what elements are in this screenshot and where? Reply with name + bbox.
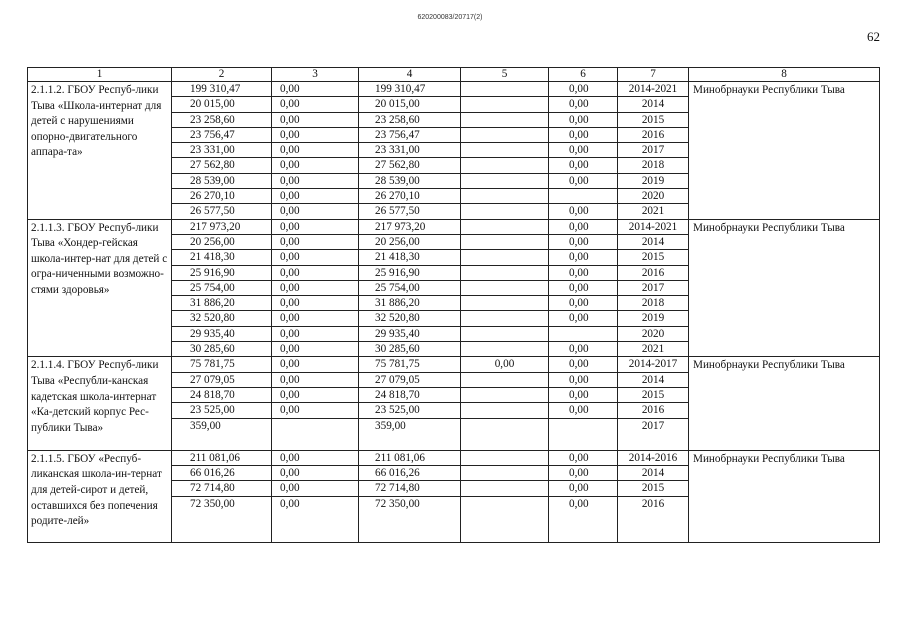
amount-federal: 0,00: [272, 112, 359, 127]
amount-total: 217 973,20: [172, 219, 272, 234]
amount-federal: 0,00: [272, 326, 359, 341]
amount-municipal: [461, 173, 549, 188]
amount-regional: 25 754,00: [359, 280, 461, 295]
program-name: 2.1.1.5. ГБОУ «Респуб-ликанская школа-ин-тернат для детей-сирот и детей, оставшихся без попечения родите-лей»: [28, 450, 172, 542]
amount-other: 0,00: [549, 112, 618, 127]
amount-municipal: [461, 204, 549, 219]
amount-municipal: [461, 234, 549, 249]
amount-other: 0,00: [549, 265, 618, 280]
amount-total: 31 886,20: [172, 296, 272, 311]
amount-other: [549, 189, 618, 204]
period: 2014-2021: [618, 82, 689, 97]
amount-regional: 75 781,75: [359, 357, 461, 372]
amount-total: 27 079,05: [172, 372, 272, 387]
amount-other: 0,00: [549, 403, 618, 418]
amount-federal: 0,00: [272, 466, 359, 481]
amount-regional: 72 714,80: [359, 481, 461, 496]
column-header: 4: [359, 68, 461, 82]
amount-total: 27 562,80: [172, 158, 272, 173]
budget-table: [27, 67, 880, 543]
amount-total: 23 258,60: [172, 112, 272, 127]
amount-regional: 32 520,80: [359, 311, 461, 326]
amount-regional: 359,00: [359, 418, 461, 450]
amount-municipal: [461, 450, 549, 465]
amount-municipal: [461, 219, 549, 234]
amount-other: 0,00: [549, 466, 618, 481]
amount-municipal: [461, 311, 549, 326]
amount-federal: 0,00: [272, 234, 359, 249]
amount-federal: 0,00: [272, 127, 359, 142]
amount-other: 0,00: [549, 250, 618, 265]
period: 2016: [618, 496, 689, 542]
amount-municipal: [461, 112, 549, 127]
amount-total: 28 539,00: [172, 173, 272, 188]
table-row: [28, 357, 880, 372]
amount-municipal: [461, 403, 549, 418]
amount-total: 24 818,70: [172, 387, 272, 402]
amount-other: [549, 418, 618, 450]
column-header: 2: [172, 68, 272, 82]
amount-other: 0,00: [549, 496, 618, 542]
amount-other: 0,00: [549, 158, 618, 173]
amount-federal: 0,00: [272, 403, 359, 418]
amount-municipal: [461, 280, 549, 295]
amount-other: 0,00: [549, 280, 618, 295]
period: 2014: [618, 97, 689, 112]
amount-regional: 21 418,30: [359, 250, 461, 265]
period: 2017: [618, 418, 689, 450]
amount-other: 0,00: [549, 234, 618, 249]
period: 2018: [618, 158, 689, 173]
amount-other: 0,00: [549, 357, 618, 372]
amount-regional: 72 350,00: [359, 496, 461, 542]
amount-municipal: [461, 387, 549, 402]
amount-federal: 0,00: [272, 342, 359, 357]
amount-federal: 0,00: [272, 357, 359, 372]
program-name: 2.1.1.2. ГБОУ Респуб-лики Тыва «Школа-интернат для детей с нарушениями опорно-двигательного аппара-та»: [28, 82, 172, 220]
amount-other: [549, 326, 618, 341]
amount-total: 72 714,80: [172, 481, 272, 496]
period: 2019: [618, 173, 689, 188]
amount-other: 0,00: [549, 387, 618, 402]
amount-municipal: [461, 143, 549, 158]
column-header: 6: [549, 68, 618, 82]
responsible-agency: Минобрнауки Республики Тыва: [689, 82, 880, 220]
period: 2015: [618, 112, 689, 127]
column-header: 8: [689, 68, 880, 82]
amount-federal: 0,00: [272, 496, 359, 542]
amount-other: 0,00: [549, 342, 618, 357]
amount-regional: 28 539,00: [359, 173, 461, 188]
amount-federal: 0,00: [272, 143, 359, 158]
amount-regional: 199 310,47: [359, 82, 461, 97]
amount-municipal: [461, 296, 549, 311]
amount-federal: 0,00: [272, 296, 359, 311]
amount-municipal: [461, 97, 549, 112]
amount-federal: 0,00: [272, 173, 359, 188]
amount-regional: 23 258,60: [359, 112, 461, 127]
period: 2017: [618, 143, 689, 158]
amount-federal: 0,00: [272, 219, 359, 234]
amount-municipal: [461, 342, 549, 357]
amount-other: 0,00: [549, 219, 618, 234]
period: 2014: [618, 234, 689, 249]
amount-regional: 217 973,20: [359, 219, 461, 234]
amount-federal: 0,00: [272, 82, 359, 97]
amount-municipal: [461, 158, 549, 173]
amount-other: 0,00: [549, 481, 618, 496]
period: 2014-2016: [618, 450, 689, 465]
amount-municipal: [461, 496, 549, 542]
period: 2016: [618, 127, 689, 142]
amount-regional: 25 916,90: [359, 265, 461, 280]
amount-municipal: [461, 250, 549, 265]
table-row: [28, 82, 880, 97]
amount-federal: 0,00: [272, 265, 359, 280]
amount-total: 21 418,30: [172, 250, 272, 265]
amount-federal: 0,00: [272, 204, 359, 219]
column-header: 1: [28, 68, 172, 82]
amount-other: 0,00: [549, 82, 618, 97]
amount-federal: 0,00: [272, 250, 359, 265]
amount-federal: 0,00: [272, 158, 359, 173]
program-name: 2.1.1.4. ГБОУ Респуб-лики Тыва «Республи-канская кадетская школа-интернат «Ка-детский корпус Рес-публики Тыва»: [28, 357, 172, 450]
amount-total: 32 520,80: [172, 311, 272, 326]
amount-other: 0,00: [549, 450, 618, 465]
amount-municipal: [461, 189, 549, 204]
amount-regional: 20 256,00: [359, 234, 461, 249]
amount-total: 25 916,90: [172, 265, 272, 280]
amount-other: 0,00: [549, 127, 618, 142]
amount-total: 199 310,47: [172, 82, 272, 97]
amount-total: 20 256,00: [172, 234, 272, 249]
amount-federal: 0,00: [272, 280, 359, 295]
table-row: [28, 450, 880, 465]
amount-federal: 0,00: [272, 372, 359, 387]
amount-total: 23 331,00: [172, 143, 272, 158]
amount-regional: 24 818,70: [359, 387, 461, 402]
responsible-agency: Минобрнауки Республики Тыва: [689, 219, 880, 357]
amount-regional: 31 886,20: [359, 296, 461, 311]
amount-total: 20 015,00: [172, 97, 272, 112]
table-row: [28, 219, 880, 234]
amount-total: 75 781,75: [172, 357, 272, 372]
amount-other: 0,00: [549, 372, 618, 387]
column-header: 5: [461, 68, 549, 82]
amount-federal: [272, 418, 359, 450]
period: 2014-2021: [618, 219, 689, 234]
period: 2014-2017: [618, 357, 689, 372]
amount-federal: 0,00: [272, 387, 359, 402]
period: 2014: [618, 372, 689, 387]
amount-total: 359,00: [172, 418, 272, 450]
column-header-row: [28, 68, 880, 82]
amount-total: 211 081,06: [172, 450, 272, 465]
period: 2021: [618, 342, 689, 357]
responsible-agency: Минобрнауки Республики Тыва: [689, 357, 880, 450]
amount-municipal: [461, 466, 549, 481]
amount-federal: 0,00: [272, 97, 359, 112]
amount-regional: 27 079,05: [359, 372, 461, 387]
amount-total: 23 525,00: [172, 403, 272, 418]
column-header: 7: [618, 68, 689, 82]
amount-regional: 26 270,10: [359, 189, 461, 204]
period: 2016: [618, 265, 689, 280]
amount-total: 23 756,47: [172, 127, 272, 142]
amount-municipal: 0,00: [461, 357, 549, 372]
period: 2015: [618, 250, 689, 265]
amount-total: 29 935,40: [172, 326, 272, 341]
period: 2018: [618, 296, 689, 311]
period: 2020: [618, 189, 689, 204]
amount-total: 66 016,26: [172, 466, 272, 481]
page-number: 62: [867, 29, 880, 44]
amount-total: 30 285,60: [172, 342, 272, 357]
amount-regional: 23 756,47: [359, 127, 461, 142]
amount-municipal: [461, 82, 549, 97]
period: 2019: [618, 311, 689, 326]
amount-total: 26 270,10: [172, 189, 272, 204]
responsible-agency: Минобрнауки Республики Тыва: [689, 450, 880, 542]
amount-regional: 66 016,26: [359, 466, 461, 481]
amount-municipal: [461, 418, 549, 450]
amount-municipal: [461, 372, 549, 387]
amount-federal: 0,00: [272, 481, 359, 496]
period: 2017: [618, 280, 689, 295]
amount-other: 0,00: [549, 173, 618, 188]
amount-other: 0,00: [549, 296, 618, 311]
period: 2016: [618, 403, 689, 418]
amount-municipal: [461, 265, 549, 280]
amount-regional: 29 935,40: [359, 326, 461, 341]
amount-regional: 20 015,00: [359, 97, 461, 112]
amount-municipal: [461, 326, 549, 341]
amount-total: 72 350,00: [172, 496, 272, 542]
amount-other: 0,00: [549, 97, 618, 112]
document-id: 620200083/20717(2): [417, 14, 483, 21]
period: 2014: [618, 466, 689, 481]
amount-other: 0,00: [549, 143, 618, 158]
amount-federal: 0,00: [272, 189, 359, 204]
amount-federal: 0,00: [272, 450, 359, 465]
program-name: 2.1.1.3. ГБОУ Респуб-лики Тыва «Хондер-гейская школа-интер-нат для детей с огра-ниченными возможно-стями здоровья»: [28, 219, 172, 357]
amount-municipal: [461, 481, 549, 496]
period: 2015: [618, 481, 689, 496]
amount-regional: 23 331,00: [359, 143, 461, 158]
amount-municipal: [461, 127, 549, 142]
period: 2021: [618, 204, 689, 219]
amount-regional: 23 525,00: [359, 403, 461, 418]
amount-regional: 30 285,60: [359, 342, 461, 357]
amount-regional: 211 081,06: [359, 450, 461, 465]
amount-total: 25 754,00: [172, 280, 272, 295]
amount-other: 0,00: [549, 311, 618, 326]
amount-total: 26 577,50: [172, 204, 272, 219]
column-header: 3: [272, 68, 359, 82]
amount-other: 0,00: [549, 204, 618, 219]
period: 2015: [618, 387, 689, 402]
amount-regional: 26 577,50: [359, 204, 461, 219]
amount-regional: 27 562,80: [359, 158, 461, 173]
amount-federal: 0,00: [272, 311, 359, 326]
period: 2020: [618, 326, 689, 341]
